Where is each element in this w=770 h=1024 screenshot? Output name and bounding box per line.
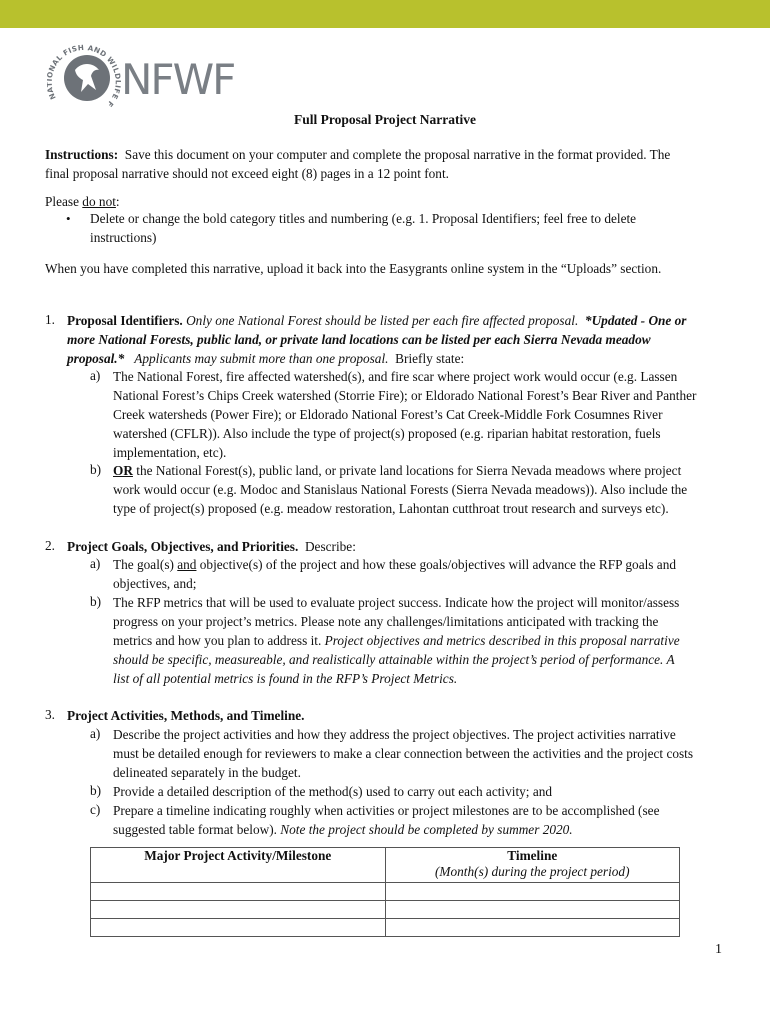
section2-number: 2.: [45, 538, 55, 553]
section1-number: 1.: [45, 312, 55, 327]
page-title: Full Proposal Project Narrative: [293, 112, 477, 127]
upload-note: When you have completed this narrative, upload it back into the Easygrants online system in the “Uploads” section.: [45, 261, 662, 276]
section3-heading: Project Activities, Methods, and Timeline.: [67, 708, 305, 723]
section3-b-label: b): [90, 783, 102, 798]
table-cell[interactable]: [91, 919, 386, 937]
section3-number: 3.: [45, 707, 55, 722]
section1-a-label: a): [90, 368, 101, 383]
section3-a-label: a): [90, 726, 101, 741]
instructions: [45, 146, 735, 183]
bullet-item: Delete or change the bold category titles and numbering (e.g. 1. Proposal Identifiers; feel free to delete instructions): [90, 211, 637, 245]
nfwf-logo: [47, 40, 277, 116]
section3-c-label: c): [90, 802, 101, 817]
instructions-line2: final proposal narrative should not exceed eight (8) pages in a 12 point font.: [45, 165, 449, 181]
section2-intro: Project Goals, Objectives, and Priorities. Describe:: [67, 539, 356, 554]
section2-b-text: The RFP metrics that will be used to evaluate project success. Indicate how the project will monitor/assess progress on your project’s metrics. Please note any challenges/limitations anticipated with tracking the metrics and how you plan to address it. Project objectives and metrics described in this proposal narrative should be specific, measureable, and realistically attainable within the project’s period of performance. A list of all potential metrics is found in the RFP’s Project Metrics.: [113, 595, 680, 686]
table-header-row: [91, 848, 680, 883]
table-row: [91, 883, 680, 901]
logo-wordmark: NFWF: [121, 55, 235, 104]
instructions-label: Instructions:: [45, 147, 119, 162]
section1-b-text: OR the National Forest(s), public land, or private land locations for Sierra Nevada meadows where project work would occur (e.g. Modoc and Stanislaus National Forests (Sierra Nevada meadows)). Also include the type of project(s) proposed (e.g. meadow restoration, Lahontan cutthroat trout research and surveys etc).: [113, 463, 688, 516]
section1-intro: Proposal Identifiers. Only one National Forest should be listed per each fire affected proposal. *Updated - One or more National Forests, public land, or private land locations can be listed per each Sierra Nevada meadow proposal.* Applicants may submit more than one proposal. Briefly state:: [67, 313, 687, 366]
section2-b-label: b): [90, 594, 102, 609]
milestone-table: [90, 847, 680, 937]
header-band: [0, 0, 770, 28]
table-row: [91, 901, 680, 919]
instructions-line1: Save this document on your computer and complete the proposal narrative in the format provided. The: [124, 147, 671, 162]
table-cell[interactable]: [385, 883, 680, 901]
table-header-timeline: Timeline (Month(s) during the project period): [385, 848, 680, 883]
section2-a-text: The goal(s) and objective(s) of the project and how these goals/objectives will advance the RFP goals and objectives, and;: [113, 557, 676, 591]
page-number: 1: [715, 942, 722, 957]
section2-a-label: a): [90, 556, 101, 571]
section1-a-text: The National Forest, fire affected watershed(s), and fire scar where project work would occur (e.g. Lassen National Forest’s Chips Creek watershed (Storrie Fire); or Eldorado National Forest’s Bear River and Panther Creek watersheds (Power Fire); or Eldorado National Forest’s Cat Creek-Middle Fork Cosumnes River watershed (CFLR)). Also include the type of project(s) proposed (e.g. riparian habitat restoration, fuels implementation, etc).: [113, 369, 697, 460]
bullet-dot: •: [66, 211, 71, 226]
table-cell[interactable]: [91, 883, 386, 901]
table-header-activity: Major Project Activity/Milestone: [91, 848, 386, 883]
section1-b-label: b): [90, 462, 102, 477]
logo-ring-text: N NAL FISH AND WILDLIFE F: [47, 42, 123, 110]
table-cell[interactable]: [385, 919, 680, 937]
table-cell[interactable]: [91, 901, 386, 919]
section3-b-text: Provide a detailed description of the method(s) used to carry out each activity; and: [113, 784, 553, 799]
section3-a-text: Describe the project activities and how they address the project objectives. The project activities narrative must be detailed enough for reviewers to make a clear connection between the activities and the project costs delineated separately in the budget.: [113, 727, 694, 780]
please-do-not: Please do not:: [45, 194, 120, 209]
section3-c-text: Prepare a timeline indicating roughly when activities or project milestones are to be accomplished (see suggested table format below). Note the project should be completed by summer 2020.: [113, 803, 660, 837]
table-cell[interactable]: [385, 901, 680, 919]
table-row: [91, 919, 680, 937]
